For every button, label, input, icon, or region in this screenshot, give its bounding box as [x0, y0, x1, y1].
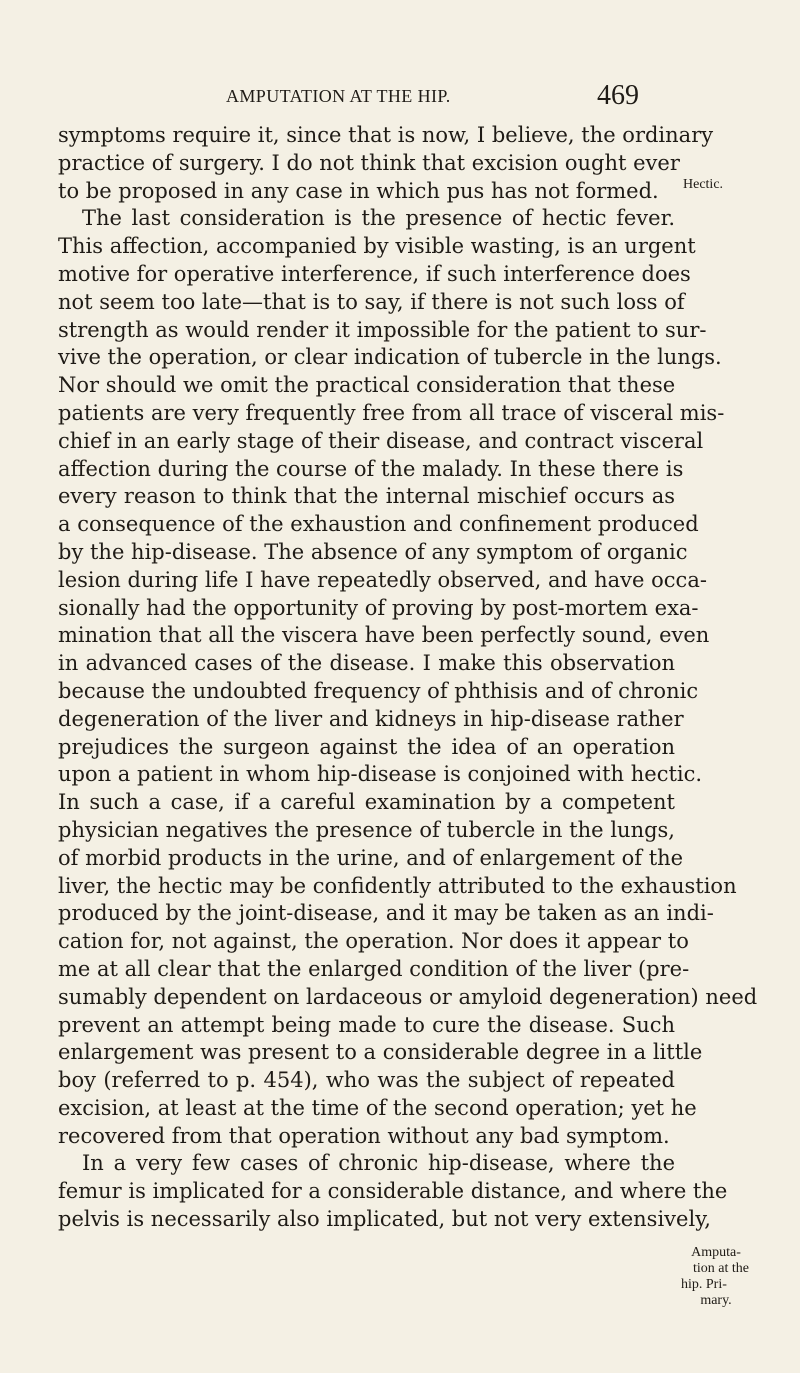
text-line: strength as would render it impossible for the patient to sur- — [58, 317, 707, 342]
text-line: degeneration of the liver and kidneys in hip-disease rather — [58, 706, 684, 731]
text-line: because the undoubted frequency of phthisis and of chronic — [58, 678, 699, 703]
text-line: lesion during life I have repeatedly observed, and have occa- — [58, 567, 707, 592]
text-line: physician negatives the presence of tubercle in the lungs, — [58, 817, 675, 842]
text-line: of morbid products in the urine, and of enlargement of the — [58, 845, 684, 870]
text-line: Nor should we omit the practical consideration that these — [58, 373, 676, 398]
text-line: cation for, not against, the operation. Nor does it appear to — [58, 929, 689, 954]
margin-note-hectic: Hectic. — [683, 177, 724, 192]
margin-note-line: tion at the — [693, 1261, 749, 1276]
running-head: AMPUTATION AT THE HIP. — [226, 86, 451, 106]
margin-note-amputation — [681, 1245, 751, 1309]
text-line: patients are very frequently free from all trace of visceral mis- — [58, 400, 725, 425]
text-line: The last consideration is the presence of hectic fever. — [82, 206, 675, 231]
text-line: mination that all the viscera have been perfectly sound, even — [58, 623, 710, 648]
text-line: affection during the course of the malady. In these there is — [58, 456, 684, 481]
text-line: boy (referred to p. 454), who was the subject of repeated — [58, 1068, 675, 1093]
text-line: recovered from that operation without any bad symptom. — [58, 1123, 670, 1148]
text-line: every reason to think that the internal mischief occurs as — [58, 484, 675, 509]
text-line: in advanced cases of the disease. I make this observation — [58, 651, 675, 676]
text-line: practice of surgery. I do not think that excision ought ever — [58, 150, 680, 175]
text-line: sionally had the opportunity of proving by post-mortem exa- — [58, 595, 699, 620]
text-line: prevent an attempt being made to cure the disease. Such — [58, 1012, 675, 1037]
text-line: pelvis is necessarily also implicated, but not very extensively, — [58, 1207, 711, 1232]
page-number: 469 — [597, 80, 639, 111]
margin-note-line: Amputa- — [691, 1245, 741, 1260]
text-line: In such a case, if a careful examination by a competent — [58, 790, 675, 815]
text-line: sumably dependent on lardaceous or amyloid degeneration) need — [58, 984, 758, 1009]
text-line: a consequence of the exhaustion and confinement produced — [58, 512, 699, 537]
margin-note-line: mary. — [700, 1293, 732, 1308]
text-line: chief in an early stage of their disease, and contract visceral — [58, 428, 704, 453]
text-line: to be proposed in any case in which pus has not formed. — [58, 178, 659, 203]
margin-note-line: hip. Pri- — [681, 1277, 727, 1292]
text-line: produced by the joint-disease, and it may be taken as an indi- — [58, 901, 714, 926]
text-line: liver, the hectic may be confidently attributed to the exhaustion — [58, 873, 737, 898]
body-text — [58, 122, 758, 1234]
text-line: excision, at least at the time of the second operation; yet he — [58, 1095, 697, 1120]
text-line: by the hip-disease. The absence of any symptom of organic — [58, 539, 688, 564]
text-line: not seem too late—that is to say, if there is not such loss of — [58, 289, 685, 314]
text-line: motive for operative interference, if such interference does — [58, 261, 691, 286]
text-line: This affection, accompanied by visible wasting, is an urgent — [58, 234, 696, 259]
text-line: femur is implicated for a considerable distance, and where the — [58, 1179, 728, 1204]
text-line: me at all clear that the enlarged condition of the liver (pre- — [58, 956, 690, 981]
text-line: upon a patient in whom hip-disease is conjoined with hectic. — [58, 762, 703, 787]
text-line: In a very few cases of chronic hip-disease, where the — [82, 1151, 675, 1176]
text-line: vive the operation, or clear indication of tubercle in the lungs. — [58, 345, 722, 370]
text-line: enlargement was present to a considerable degree in a little — [58, 1040, 703, 1065]
text-line: symptoms require it, since that is now, I believe, the ordinary — [58, 123, 714, 147]
text-line: prejudices the surgeon against the idea of an operation — [58, 734, 675, 759]
